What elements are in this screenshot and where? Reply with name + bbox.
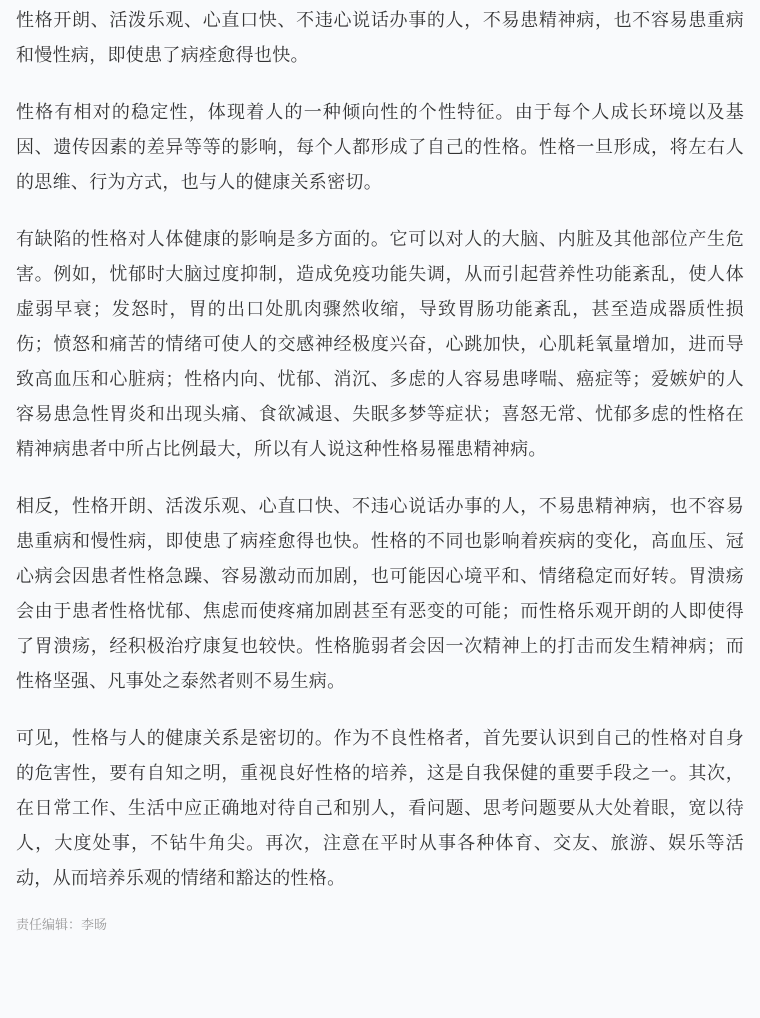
- paragraph-gap: [16, 200, 744, 222]
- article-paragraph-1: 性格开朗、活泼乐观、心直口快、不违心说话办事的人，不易患精神病，也不容易患重病和慢性病，即使患了病痊愈得也快。: [16, 10, 744, 66]
- article-paragraph-4: 相反，性格开朗、活泼乐观、心直口快、不违心说话办事的人，不易患精神病，也不容易患重病和慢性病，即使患了病痊愈得也快。性格的不同也影响着疾病的变化，高血压、冠心病会因患者性格急躁、容易激动而加剧，也可能因心境平和、情绪稳定而好转。胃溃疡会由于患者性格忧郁、焦虑而使疼痛加剧甚至有恶变的可能；而性格乐观开朗的人即使得了胃溃疡，经积极治疗康复也较快。性格脆弱者会因一次精神上的打击而发生精神病；而性格坚强、凡事处之泰然者则不易生病。: [16, 496, 744, 692]
- paragraph-gap: [16, 467, 744, 489]
- article-paragraph-3: 有缺陷的性格对人体健康的影响是多方面的。它可以对人的大脑、内脏及其他部位产生危害。例如，忧郁时大脑过度抑制，造成免疫功能失调，从而引起营养性功能紊乱，使人体虚弱早衰；发怒时，胃的出口处肌肉骤然收缩，导致胃肠功能紊乱，甚至造成器质性损伤；愤怒和痛苦的情绪可使人的交感神经极度兴奋，心跳加快，心肌耗氧量增加，进而导致高血压和心脏病；性格内向、忧郁、消沉、多虑的人容易患哮喘、癌症等；爱嫉妒的人容易患急性胃炎和出现头痛、食欲减退、失眠多梦等症状；喜怒无常、忧郁多虑的性格在精神病患者中所占比例最大，所以有人说这种性格易罹患精神病。: [16, 229, 744, 460]
- paragraph-gap: [16, 73, 744, 95]
- article-paragraph-5: 可见，性格与人的健康关系是密切的。作为不良性格者，首先要认识到自己的性格对自身的危害性，要有自知之明，重视良好性格的培养，这是自我保健的重要手段之一。其次，在日常工作、生活中应正确地对待自己和别人，看问题、思考问题要从大处着眼，宽以待人，大度处事，不钻牛角尖。再次，注意在平时从事各种体育、交友、旅游、娱乐等活动，从而培养乐观的情绪和豁达的性格。: [16, 728, 744, 889]
- paragraph-gap: [16, 699, 744, 721]
- responsible-editor: 责任编辑：李旸: [16, 918, 108, 933]
- article-paragraph-2: 性格有相对的稳定性，体现着人的一种倾向性的个性特征。由于每个人成长环境以及基因、遗传因素的差异等等的影响，每个人都形成了自己的性格。性格一旦形成，将左右人的思维、行为方式，也与人的健康关系密切。: [16, 102, 744, 193]
- editor-gap: [16, 896, 744, 916]
